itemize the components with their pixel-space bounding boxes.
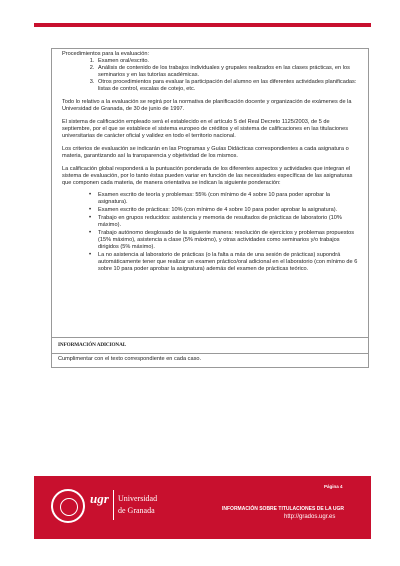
weighting-item: • Trabajo autónomo desglosado de la siguiente manera: resolución de ejercicios y problemas propuestos (15% máximo), asistencia a clase (5% máximo), y otras actividades como seminarios y/o trabajos dirigidos (5% máximo). xyxy=(89,230,355,250)
procedure-item: 2. Análisis de contenido de los trabajos individuales y grupales realizados en las clases prácticas, en los seminarios y en las tutorías académicas. xyxy=(96,65,360,79)
page-number: Página 4 xyxy=(324,484,343,489)
bullet-icon: • xyxy=(89,207,92,213)
additional-info-cell xyxy=(52,354,368,363)
additional-info-header: INFORMACIÓN ADICIONAL xyxy=(58,342,127,348)
top-red-bar xyxy=(34,23,371,27)
criteria-paragraph: Los criterios de evaluación se indicarán en las Programas y Guías Didácticas correspondientes a cada asignatura o materia, garantizando así la transparencia y objetividad de los mismos. xyxy=(62,146,349,159)
regulation-paragraph: Todo lo relativo a la evaluación se regirá por la normativa de planificación docente y organización de exámenes de la Universidad de Granada, de 30 de junio de 1997. xyxy=(62,99,352,112)
procedure-item: 3. Otros procedimientos para evaluar la participación del alumno en las diferentes actividades planificadas: listas de control, escalas de cotejo, etc. xyxy=(96,79,360,93)
weighting-paragraph: La calificación global responderá a la puntuación ponderada de los diferentes aspectos y actividades que integran el sistema de evaluación, por lo tanto éstas pueden variar en función de las necesidades específicas de las asignaturas que componen cada materia, de manera orientativa se indican la siguiente ponderación: xyxy=(62,166,353,186)
weighting-list xyxy=(62,192,360,273)
procedures-list xyxy=(62,58,360,93)
procedures-intro: Procedimientos para la evaluación: xyxy=(62,51,150,57)
university-name: Universidad de Granada xyxy=(118,494,158,515)
additional-info-text: Cumplimentar con el texto correspondiente en cada caso. xyxy=(58,356,202,362)
logo-separator xyxy=(113,490,114,520)
weighting-item: • Examen escrito de prácticas: 10% (con mínimo de 4 sobre 10 para poder aprobar la asignatura). xyxy=(89,207,338,213)
procedure-item: 1. Examen oral/escrito. xyxy=(96,58,360,65)
weighting-item: • Examen escrito de teoría y problemas: 55% (con mínimo de 4 sobre 10 para poder aprobar la asignatura). xyxy=(89,192,330,205)
footer-info-title: INFORMACIÓN SOBRE TITULACIONES DE LA UGR xyxy=(222,506,345,512)
university-seal-icon xyxy=(51,489,85,523)
footer-url-link[interactable]: http://grados.ugr.es xyxy=(284,514,336,520)
bullet-icon: • xyxy=(89,192,92,198)
weighting-item: • Trabajo en grupos reducidos: asistencia y memoria de resultados de prácticas de laboratorio (10% máximo). xyxy=(89,215,342,228)
ugr-logo: ugr xyxy=(90,491,109,506)
footer-banner xyxy=(34,476,371,539)
bullet-icon: • xyxy=(89,230,92,236)
weighting-item: • La no asistencia al laboratorio de prácticas (o la falta a más de una sesión de prácticas) supondrá automáticamente tener que realizar un examen práctico/oral adicional en el laboratorio (con mínimo de 6 sobre 10 para poder aprobar la asignatura) además del examen de prácticas teórico. xyxy=(89,252,358,272)
bullet-icon: • xyxy=(89,252,92,258)
bullet-icon: • xyxy=(89,215,92,221)
evaluation-table xyxy=(51,48,369,368)
evaluation-cell xyxy=(52,49,368,337)
grading-system-paragraph: El sistema de calificación empleado será el establecido en el artículo 5 del Real Decreto 1125/2003, de 5 de septiembre, por el que se establece el sistema europeo de créditos y el sistema de calificaciones en las titulaciones universitarias de carácter oficial y validez en todo el territorio nacional. xyxy=(62,119,349,139)
